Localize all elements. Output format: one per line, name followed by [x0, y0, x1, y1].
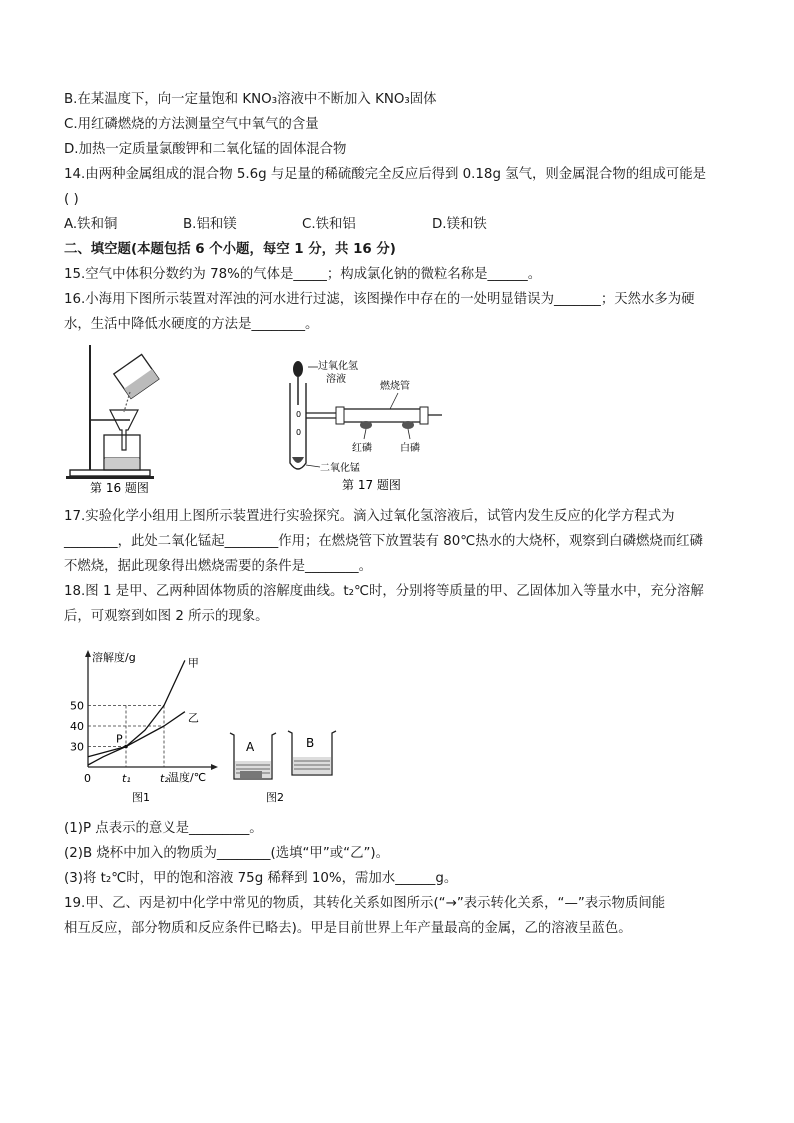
question-14-line-1: 14.由两种金属组成的混合物 5.6g 与足量的稀硫酸完全反应后得到 0.18g 氢气，则金属混合物的组成可能是 [64, 167, 707, 182]
svg-text:0: 0 [296, 428, 302, 437]
question-16-line-2: 水，生活中降低水硬度的方法是________。 [64, 317, 319, 332]
figure-1-caption: 图1 [132, 791, 150, 804]
question-17-line-2: ________，此处二氧化锰起________作用；在燃烧管下放置装有 80℃热水的大烧杯，观察到白磷燃烧而红磷 [64, 534, 703, 549]
label-red-p: 红磷 [352, 443, 372, 454]
series-line-0 [88, 660, 185, 765]
option-c-13: C.用红磷燃烧的方法测量空气中氧气的含量 [64, 117, 319, 132]
y-tick-label-40: 40 [70, 720, 84, 733]
question-17-line-3: 不燃烧，据此现象得出燃烧需要的条件是________。 [64, 559, 372, 574]
label-h2o2: 过氧化氢 [318, 361, 358, 372]
label-white-p: 白磷 [400, 443, 420, 454]
question-16-line-1: 16.小海用下图所示装置对浑浊的河水进行过滤，该图操作中存在的一处明显错误为_______；天然水多为硬 [64, 292, 695, 307]
question-15: 15.空气中体积分数约为 78%的气体是_____；构成氯化钠的微粒名称是______。 [64, 267, 542, 282]
beaker-a-label: A [246, 740, 255, 754]
point-p [124, 745, 128, 749]
q14-option-b: B.铝和镁 [183, 217, 237, 232]
question-18-part-2: (2)B 烧杯中加入的物质为________(选填“甲”或“乙”)。 [64, 846, 390, 861]
label-mno2: 二氧化锰 [320, 463, 360, 474]
series-label-1: 乙 [187, 711, 199, 725]
x-tick-label-2: t₂ [160, 772, 169, 785]
series-label-0: 甲 [187, 656, 199, 670]
label-h2o2-b: 溶液 [326, 374, 346, 385]
figure-17-combustion [270, 355, 450, 495]
section-2-heading: 二、填空题(本题包括 6 个小题，每空 1 分，共 16 分) [64, 242, 396, 257]
x-tick-label-1: t₁ [122, 772, 131, 785]
q14-option-c: C.铁和铝 [302, 217, 356, 232]
figure-2-beakers [222, 725, 352, 810]
y-tick-label-30: 30 [70, 740, 84, 754]
question-18-part-1: (1)P 点表示的意义是_________。 [64, 821, 263, 836]
option-d-13: D.加热一定质量氯酸钾和二氧化锰的固体混合物 [64, 142, 347, 157]
q14-option-d: D.镁和铁 [432, 217, 487, 232]
x-axis-arrow [211, 764, 218, 770]
option-b-13: B.在某温度下，向一定量饱和 KNO₃溶液中不断加入 KNO₃固体 [64, 92, 437, 107]
figure-16-caption: 第 16 题图 [90, 481, 149, 495]
y-axis-arrow [85, 650, 91, 657]
question-18-part-3: (3)将 t₂℃时，甲的饱和溶液 75g 稀释到 10%，需加水______g。 [64, 871, 458, 886]
question-17-line-1: 17.实验化学小组用上图所示装置进行实验探究。滴入过氧化氢溶液后，试管内发生反应的化学方程式为 [64, 509, 675, 524]
question-14-line-2: ( ) [64, 192, 79, 207]
chart-ylabel: 溶解度/g [92, 651, 136, 664]
label-tube: 燃烧管 [380, 381, 410, 392]
question-18-line-1: 18.图 1 是甲、乙两种固体物质的溶解度曲线。t₂℃时，分别将等质量的甲、乙固体加入等量水中，充分溶解 [64, 584, 704, 599]
q14-option-a: A.铁和铜 [64, 217, 118, 232]
svg-text:0: 0 [296, 410, 302, 419]
beaker-b-label: B [306, 736, 315, 750]
figure-16-filtration [60, 340, 180, 500]
question-18-line-2: 后，可观察到如图 2 所示的现象。 [64, 609, 269, 624]
question-19-line-1: 19.甲、乙、丙是初中化学中常见的物质，其转化关系如图所示(“→”表示转化关系，“—”表示物质间能 [64, 896, 666, 911]
question-19-line-2: 相互反应，部分物质和反应条件已略去)。甲是目前世界上年产量最高的金属，乙的溶液呈蓝色。 [64, 921, 632, 936]
chart-xlabel: 温度/℃ [168, 771, 207, 784]
series-line-1 [88, 712, 185, 757]
x-tick-label-0: 0 [84, 772, 91, 785]
figure-17-caption: 第 17 题图 [342, 478, 401, 492]
point-p-label: P [116, 732, 123, 746]
solubility-chart [64, 645, 224, 805]
y-tick-label-50: 50 [70, 699, 84, 713]
figure-2-caption: 图2 [266, 791, 284, 804]
